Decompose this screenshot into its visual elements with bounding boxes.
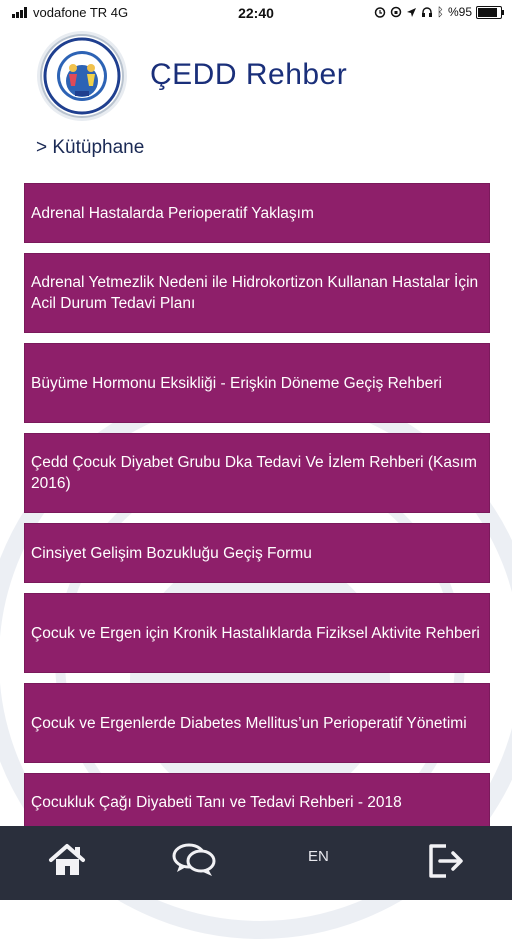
- guide-item[interactable]: [24, 253, 490, 333]
- logout-tab[interactable]: [426, 842, 466, 885]
- status-bar: [0, 0, 512, 26]
- battery-text: %95: [447, 5, 472, 19]
- app-logo: [40, 34, 124, 118]
- carrier-label: vodafone TR 4G: [33, 5, 129, 20]
- guide-item[interactable]: [24, 593, 490, 673]
- guide-item[interactable]: [24, 523, 490, 583]
- language-toggle[interactable]: EN: [308, 848, 329, 865]
- chat-tab[interactable]: [172, 842, 216, 883]
- guide-item-label: Çocukluk Çağı Diyabeti Tanı ve Tedavi Rehberi - 2018: [31, 794, 402, 811]
- home-tab[interactable]: [48, 842, 86, 883]
- guide-item[interactable]: [24, 433, 490, 513]
- status-time: 22:40: [238, 5, 274, 21]
- home-icon: [48, 842, 86, 878]
- guide-item[interactable]: [24, 343, 490, 423]
- guide-item-label: Çocuk ve Ergenlerde Diabetes Mellitus’un Perioperatif Yönetimi: [31, 714, 467, 732]
- breadcrumb[interactable]: > Kütüphane: [36, 137, 145, 158]
- guide-item-label: Cinsiyet Gelişim Bozukluğu Geçiş Formu: [31, 544, 312, 562]
- bluetooth-icon: ᛒ: [436, 5, 444, 19]
- battery-icon: [476, 6, 502, 19]
- location-icon: [406, 7, 417, 18]
- guide-item-label: Çedd Çocuk Diyabet Grubu Dka Tedavi Ve İzlem Rehberi (Kasım 2016): [31, 454, 477, 492]
- guide-item-label: Adrenal Yetmezlik Nedeni ile Hidrokortizon Kullanan Hastalar İçin Acil Durum Tedavi Planı: [31, 274, 479, 312]
- status-right: [374, 5, 502, 19]
- guide-item-label: Büyüme Hormonu Eksikliği - Erişkin Döneme Geçiş Rehberi: [31, 374, 442, 392]
- bottom-tab-bar: [0, 826, 512, 900]
- alarm-icon: [374, 6, 386, 18]
- app-title: ÇEDD Rehber: [150, 58, 348, 91]
- guide-item[interactable]: [24, 683, 490, 763]
- logout-icon: [426, 842, 466, 880]
- guide-item-label: Adrenal Hastalarda Perioperatif Yaklaşım: [31, 204, 314, 222]
- headphones-icon: [421, 6, 433, 18]
- chat-icon: [172, 842, 216, 878]
- guide-item[interactable]: [24, 183, 490, 243]
- rotation-lock-icon: [390, 6, 402, 18]
- guide-item-label: Çocuk ve Ergen için Kronik Hastalıklarda Fiziksel Aktivite Rehberi: [31, 624, 480, 642]
- guide-list: [24, 183, 490, 863]
